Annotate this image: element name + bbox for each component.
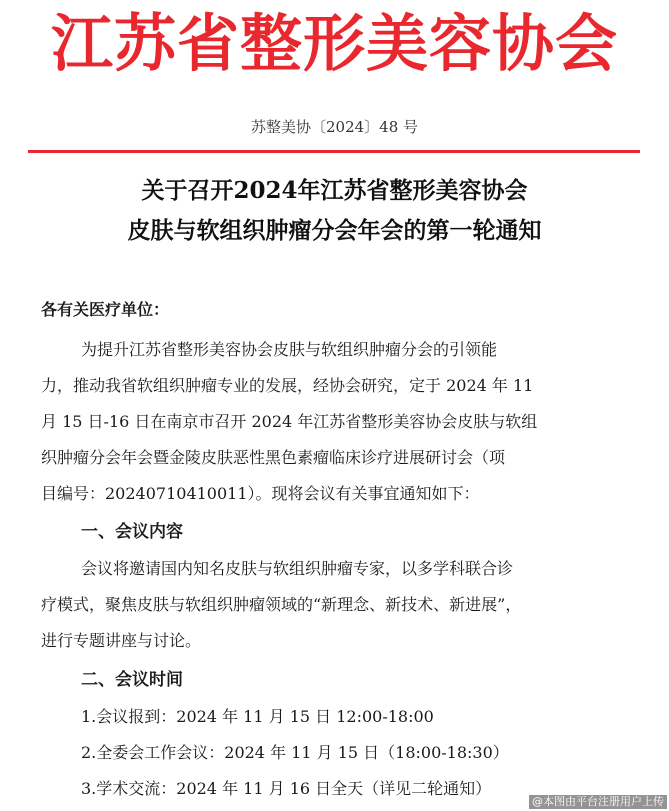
document-title-line-1: 关于召开2024年江苏省整形美容协会 xyxy=(141,177,528,204)
intro-paragraph-line: 织肿瘤分会年会暨金陵皮肤恶性黑色素瘤临床诊疗进展研讨会（项 xyxy=(41,448,506,467)
red-divider-line xyxy=(28,150,640,153)
schedule-item: 1.会议报到：2024 年 11 月 15 日 12:00-18:00 xyxy=(81,707,434,726)
document-title-line-2: 皮肤与软组织肿瘤分会年会的第一轮通知 xyxy=(127,217,542,244)
document-number: 苏整美协〔2024〕48 号 xyxy=(250,118,419,136)
intro-paragraph-line: 目编号：20240710410011）。现将会议有关事宜通知如下： xyxy=(41,484,480,503)
schedule-item: 3.学术交流：2024 年 11 月 16 日全天（详见二轮通知） xyxy=(81,779,492,798)
intro-paragraph-line: 为提升江苏省整形美容协会皮肤与软组织肿瘤分会的引领能 xyxy=(81,340,498,359)
section1-paragraph-line: 疗模式，聚焦皮肤与软组织肿瘤领域的“新理念、新技术、新进展”， xyxy=(41,595,522,614)
upload-watermark: @本图由平台注册用户上传 xyxy=(529,795,667,809)
organization-letterhead: 江苏省整形美容协会 xyxy=(50,7,618,80)
intro-paragraph-line: 力，推动我省软组织肿瘤专业的发展，经协会研究，定于 2024 年 11 xyxy=(41,376,534,395)
salutation: 各有关医疗单位： xyxy=(41,300,170,319)
section1-paragraph-line: 会议将邀请国内知名皮肤与软组织肿瘤专家，以多学科联合诊 xyxy=(81,559,514,578)
section1-paragraph-line: 进行专题讲座与讨论。 xyxy=(41,631,202,650)
section-heading-meeting-time: 二、会议时间 xyxy=(81,670,183,690)
schedule-item: 2.全委会工作会议：2024 年 11 月 15 日（18:00-18:30） xyxy=(81,743,509,762)
section-heading-meeting-content: 一、会议内容 xyxy=(81,522,183,542)
intro-paragraph-line: 月 15 日-16 日在南京市召开 2024 年江苏省整形美容协会皮肤与软组 xyxy=(41,412,538,431)
